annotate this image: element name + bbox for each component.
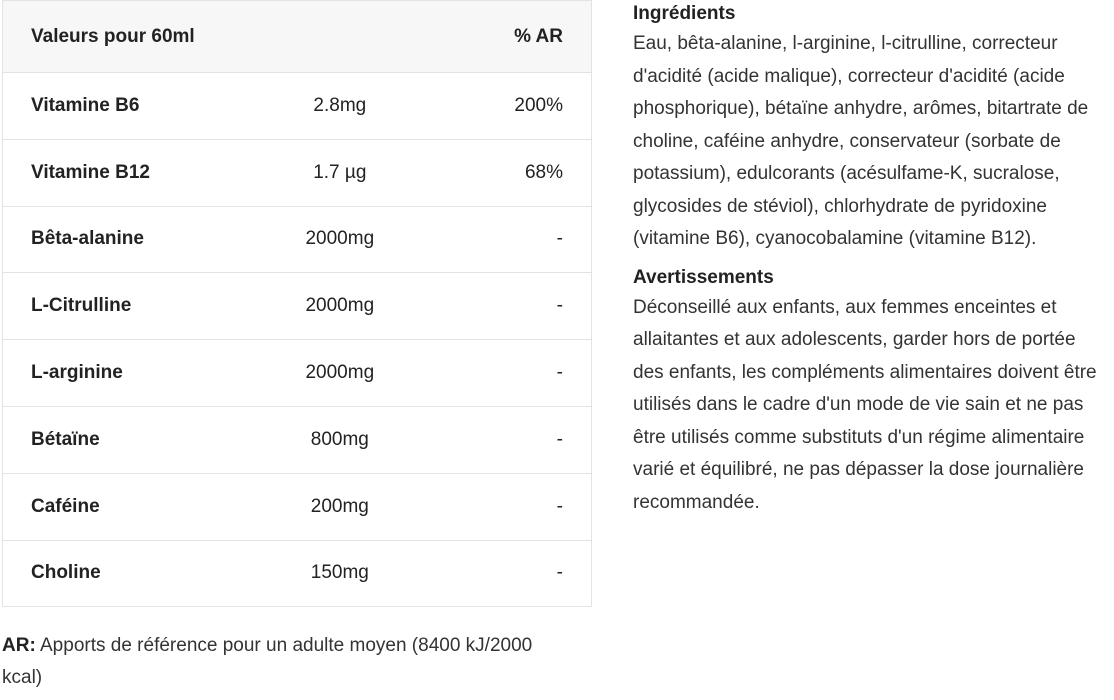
table-row	[3, 540, 592, 607]
nutrient-name: L-Citrulline	[31, 295, 132, 317]
table-row	[3, 73, 592, 140]
nutrient-ar: -	[556, 295, 563, 317]
nutrient-name: Bétaïne	[31, 428, 100, 450]
product-info	[633, 0, 1103, 527]
nutrition-table	[2, 0, 592, 607]
nutrient-name: Vitamine B6	[31, 94, 140, 116]
nutrient-amount: 2000mg	[305, 295, 375, 317]
nutrient-ar: -	[556, 495, 563, 517]
nutrient-name: Caféine	[31, 495, 100, 517]
nutrient-amount: 150mg	[310, 562, 369, 584]
header-ar: % AR	[514, 25, 563, 47]
ingredients-title: Ingrédients	[633, 3, 736, 24]
warnings-text: Déconseillé aux enfants, aux femmes enceintes et allaitantes et aux adolescents, garder hors de portée des enfants, les compléments alimentaires doivent être utilisés dans le cadre d'un mode de vie sain et ne pas être utilisés comme substituts d'un régime alimentaire varié et équilibré, ne pas dépasser la dose journalière recommandée.	[633, 296, 1097, 513]
warnings-section	[633, 264, 1103, 520]
nutrient-amount: 1.7 µg	[313, 161, 367, 183]
nutrient-name: Choline	[31, 562, 101, 584]
nutrient-ar: 68%	[524, 161, 563, 183]
nutrient-ar: -	[556, 562, 563, 584]
nutrient-ar: -	[556, 362, 563, 384]
header-row	[3, 1, 592, 73]
nutrient-ar: 200%	[514, 94, 563, 116]
table-row	[3, 473, 592, 540]
table-row	[3, 139, 592, 206]
ar-footnote	[2, 630, 542, 694]
table-row	[3, 340, 592, 407]
nutrient-name: Bêta-alanine	[31, 228, 144, 250]
nutrition-table-header	[3, 1, 592, 73]
ingredients-section	[633, 0, 1103, 256]
nutrient-amount: 200mg	[310, 495, 369, 517]
ingredients-text: Eau, bêta-alanine, l-arginine, l-citrulline, correcteur d'acidité (acide malique), correcteur d'acidité (acide phosphorique), bétaïne anhydre, arômes, bitartrate de choline, caféine anhydre, conservateur (sorbate de potassium), edulcorants (acésulfame-K, sucralose, glycosides de stéviol), chlorhydrate de pyridoxine (vitamine B6), cyanocobalamine (vitamine B12).	[633, 33, 1089, 249]
header-amount	[259, 1, 421, 73]
table-row	[3, 273, 592, 340]
nutrient-amount: 800mg	[310, 428, 369, 450]
nutrient-amount: 2.8mg	[313, 94, 367, 116]
table-row	[3, 406, 592, 473]
nutrient-amount: 2000mg	[305, 228, 375, 250]
nutrient-ar: -	[556, 428, 563, 450]
nutrient-amount: 2000mg	[305, 362, 375, 384]
warnings-title: Avertissements	[633, 266, 774, 288]
header-name: Valeurs pour 60ml	[31, 25, 195, 47]
nutrient-name: Vitamine B12	[31, 161, 150, 183]
nutrient-name: L-arginine	[31, 362, 123, 384]
nutrient-ar: -	[556, 228, 563, 250]
footnote-text: Apports de référence pour un adulte moyen (8400 kJ/2000 kcal)	[2, 635, 533, 688]
footnote-label: AR:	[2, 635, 36, 656]
nutrition-table-body	[3, 73, 592, 607]
table-row	[3, 206, 592, 273]
